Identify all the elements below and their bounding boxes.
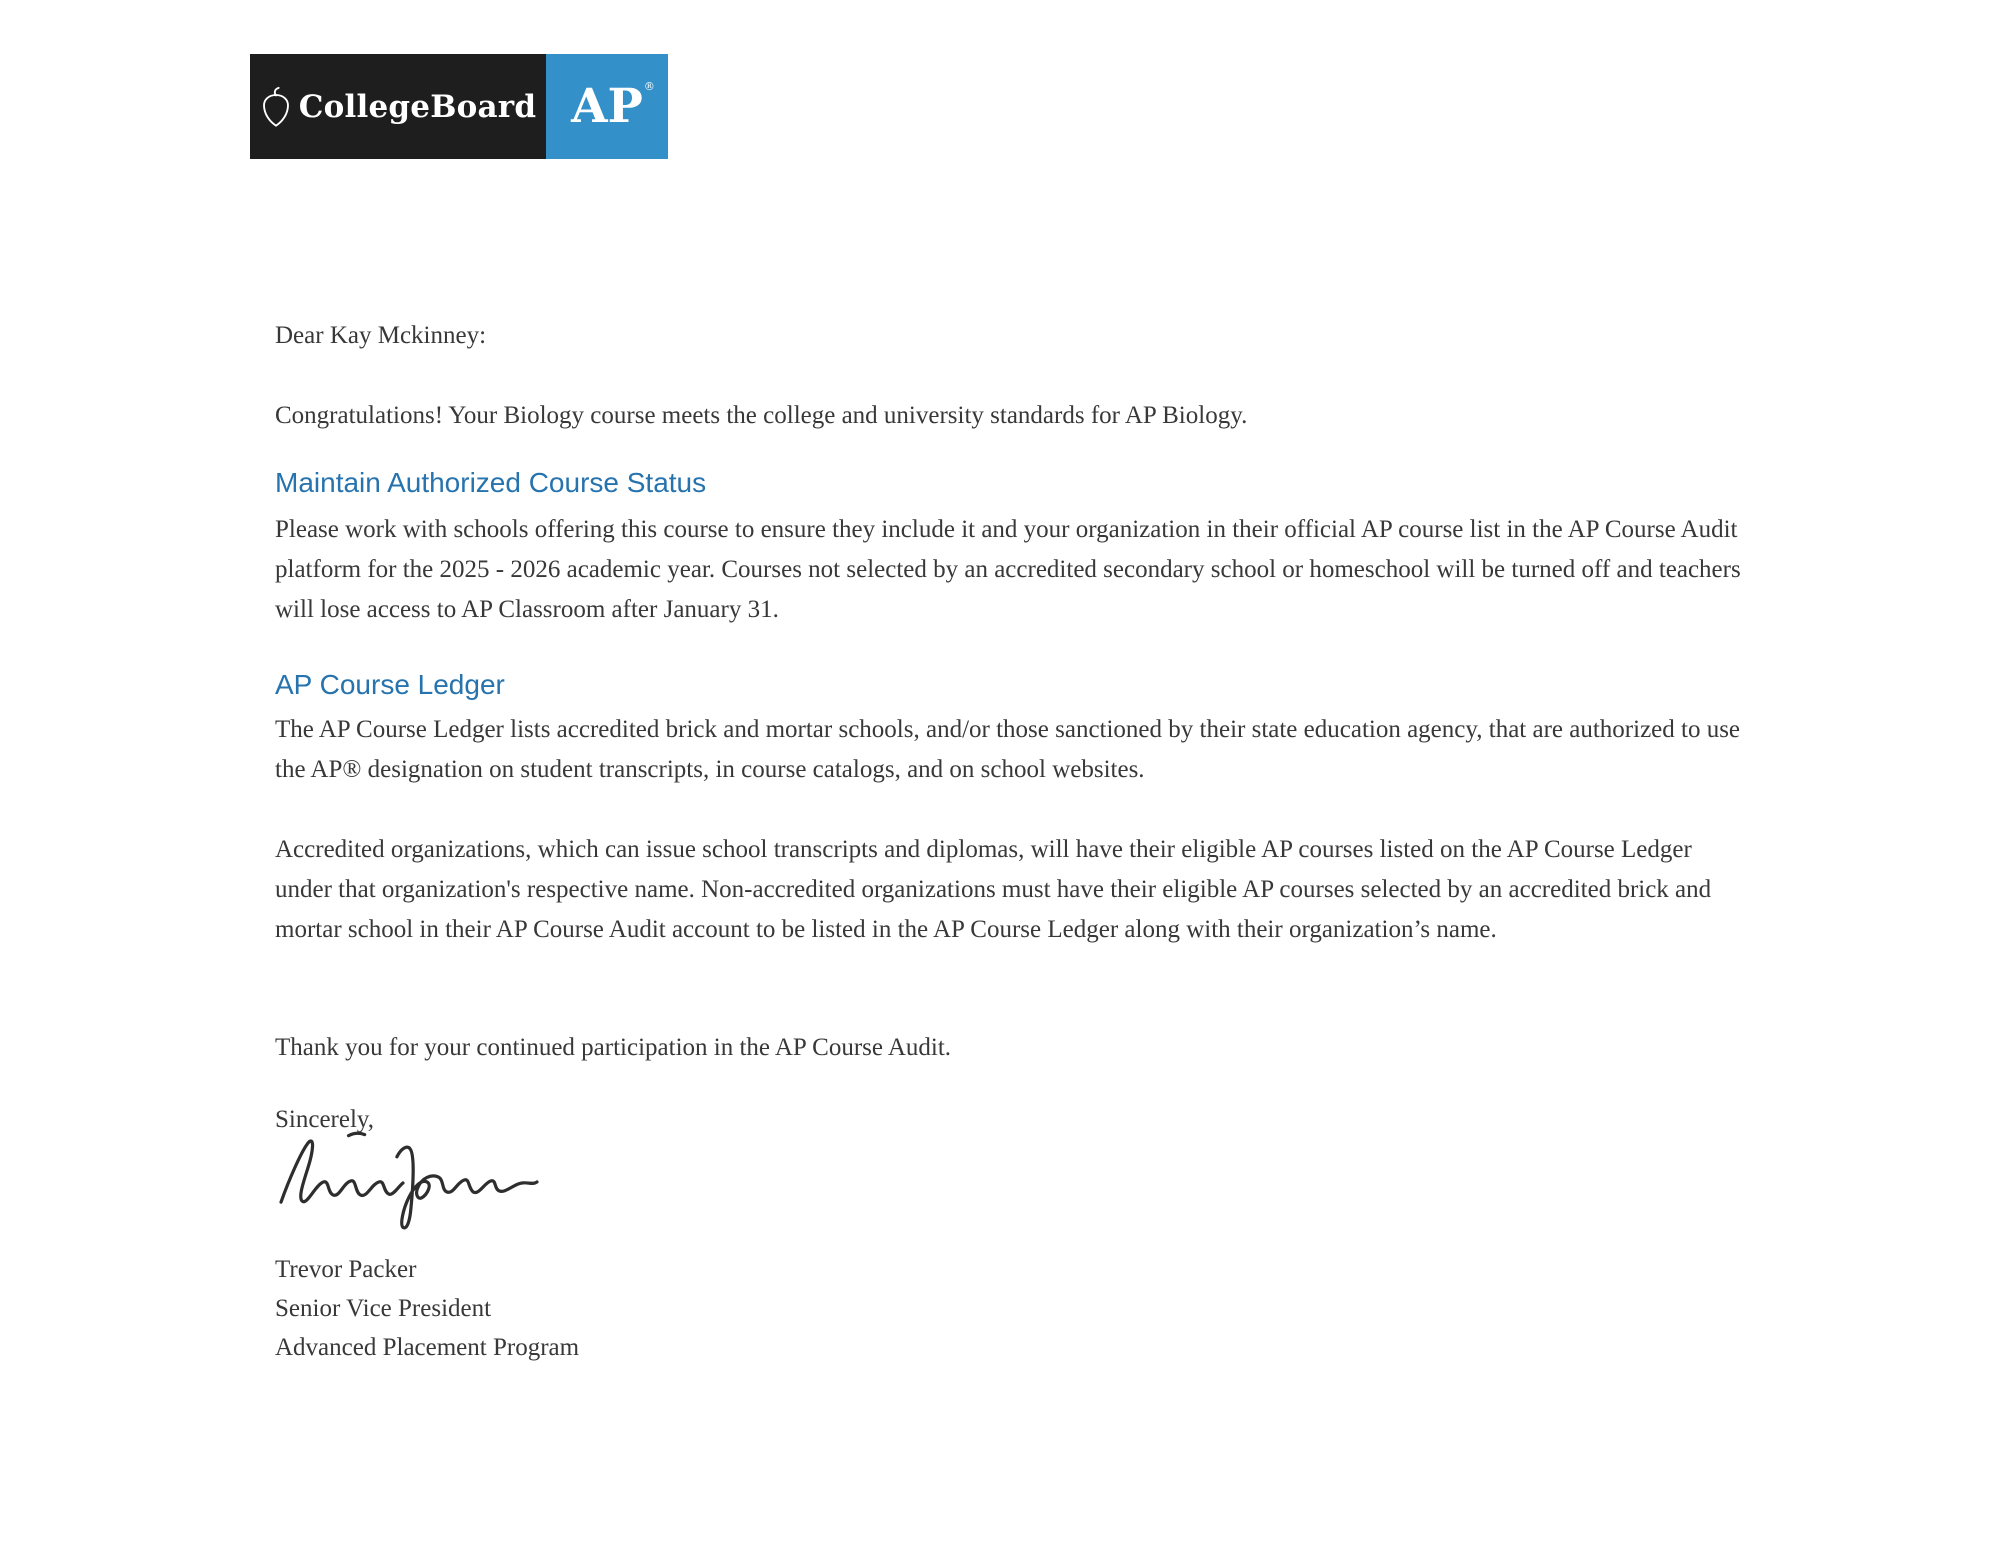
section-heading-maintain-status: Maintain Authorized Course Status xyxy=(275,467,707,498)
signer-block xyxy=(275,1250,1745,1367)
maintain-status-paragraph: Please work with schools offering this course to ensure they include it and your organization in their official AP course list in the AP Course Audit platform for the 2025 - 2026 academic year. Courses not selected by an accredited secondary school or homeschool will be turned off and teachers will lose access to AP Classroom after January 31. xyxy=(275,516,1741,623)
collegeboard-logo-panel xyxy=(250,54,546,159)
collegeboard-ap-logo xyxy=(250,54,668,159)
section-heading-course-ledger: AP Course Ledger xyxy=(275,669,505,700)
ap-logo-panel xyxy=(546,54,668,159)
course-ledger-paragraph-1: The AP Course Ledger lists accredited brick and mortar schools, and/or those sanctioned by their state education agency, that are authorized to use the AP® designation on student transcripts, in course catalogs, and on school websites. xyxy=(275,716,1741,783)
signer-title: Senior Vice President xyxy=(275,1295,492,1322)
signer-org: Advanced Placement Program xyxy=(275,1334,580,1361)
salutation: Dear Kay Mckinney: xyxy=(275,322,487,349)
intro-paragraph: Congratulations! Your Biology course meets the college and university standards for AP Biology. xyxy=(275,402,1248,429)
acorn-icon xyxy=(260,86,292,128)
signature-image xyxy=(278,1126,540,1238)
signer-name: Trevor Packer xyxy=(275,1256,417,1283)
collegeboard-wordmark: CollegeBoard xyxy=(298,88,537,125)
course-ledger-paragraph-2: Accredited organizations, which can issue school transcripts and diplomas, will have their eligible AP courses listed on the AP Course Ledger under that organization's respective name. Non-accredited organizations must have their eligible AP courses selected by an accredited brick and mortar school in their AP Course Audit account to be listed in the AP Course Ledger along with their organization’s name. xyxy=(275,836,1712,943)
closing: Sincerely, xyxy=(275,1106,375,1133)
ap-wordmark: AP ® xyxy=(571,79,655,134)
registered-mark: ® xyxy=(643,80,655,93)
thank-you-paragraph: Thank you for your continued participation in the AP Course Audit. xyxy=(275,1034,952,1061)
